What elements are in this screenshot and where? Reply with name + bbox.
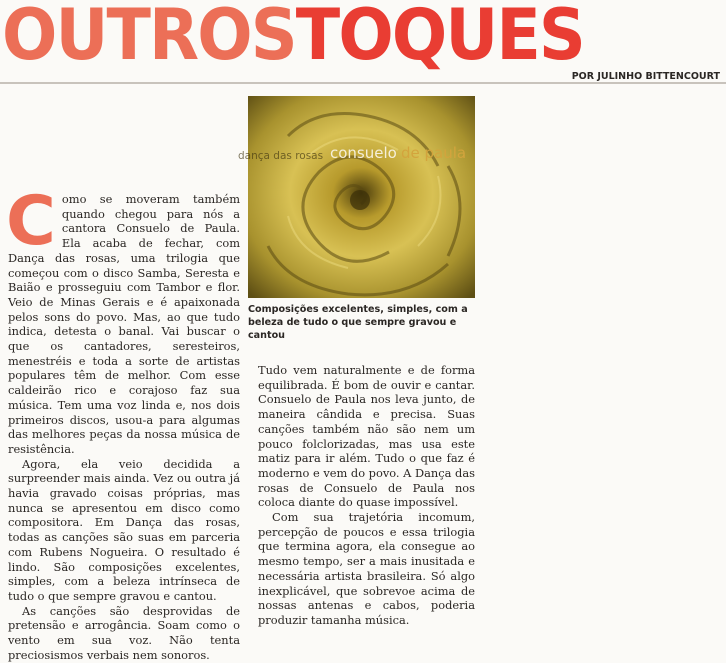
paragraph: As canções são desprovidas de pretensão e arrogância. Soam como o vento em sua voz. Não tenta preciosismos verbais nem sonoros. bbox=[8, 603, 240, 662]
paragraph: Agora, ela veio decidida a surpreender mais ainda. Vez ou outra já havia gravado coisas próprias, mas nunca se apresentou em disco como compositora. Em Dança das rosas, todas as canções são suas em parceria com Rubens Nogueira. O resultado é lindo. São composições excelentes, simples, com a beleza intrínseca de tudo o que sempre gravou e cantou. bbox=[8, 456, 240, 603]
paragraph: omo se moveram também quando chegou para nós a cantora Consuelo de Paula. Ela acaba de fechar, com Dança das rosas, uma trilogia que começou com o disco Samba, Seresta e Baião e prosseguiu com Tambor e flor. Veio de Minas Gerais e é apaixonada pelos sons do povo. Mas, ao que tudo indica, detesta o banal. Vai buscar o que os cantadores, seresteiros, menestréis e toda a sorte de artistas populares têm de melhor. Com esse caldeirão rico e corajoso faz sua música. Tem uma voz linda e, nos dois primeiros discos, usou-a para algumas das melhores peças da nossa música de resistência. bbox=[8, 192, 240, 456]
section-title bbox=[2, 0, 584, 80]
section-title-part2: TOQUES bbox=[295, 0, 584, 76]
paragraph: Com sua trajetória incomum, percepção de poucos e essa trilogia que termina agora, ela consegue ao mesmo tempo, ser a mais inusitada e necessária artista brasileira. Só algo inexplicável, que sobrevoe acima de nossas antenas e cabos, poderia produzir tamanha música. bbox=[258, 510, 475, 627]
yellow-rose-photo bbox=[248, 96, 475, 298]
article-column-left bbox=[6, 182, 240, 663]
article-column-right bbox=[258, 363, 475, 628]
image-caption: Composições excelentes, simples, com a beleza de tudo o que sempre gravou e cantou bbox=[248, 304, 468, 341]
album-title: dança das rosas bbox=[238, 150, 324, 162]
paragraph: Tudo vem naturalmente e de forma equilibrada. É bom de ouvir e cantar. Consuelo de Paula nos leva junto, de maneira cândida e precisa. Suas canções também não são nem um pouco folclorizadas, mas usa este matiz para ir além. Tudo o que faz é moderno e vem do povo. A Dança das rosas de Consuelo de Paula nos coloca diante do quase impossível. bbox=[258, 363, 475, 510]
author-byline: POR JULINHO BITTENCOURT bbox=[571, 71, 720, 82]
artist-last-name: de paula bbox=[401, 144, 467, 162]
album-cover-image bbox=[238, 96, 475, 298]
section-title-part1: OUTROS bbox=[2, 0, 296, 76]
drop-cap: C bbox=[6, 182, 56, 261]
artist-first-name: consuelo bbox=[330, 144, 397, 162]
header-divider bbox=[0, 82, 726, 84]
